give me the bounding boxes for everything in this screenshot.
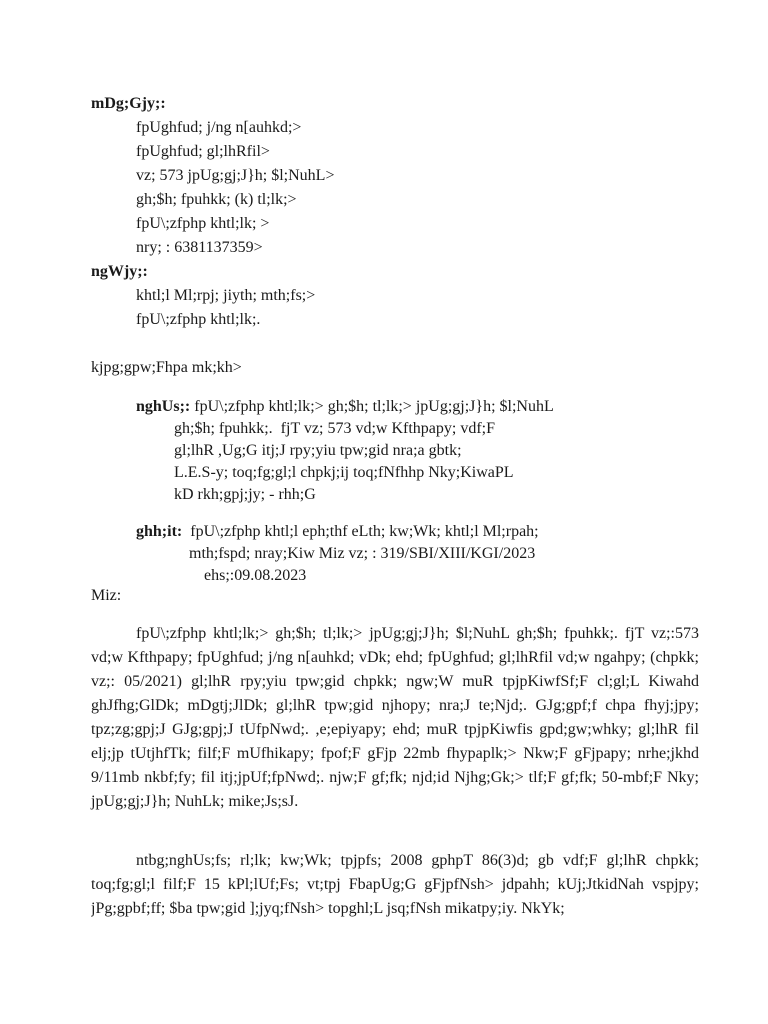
paragraph-2-block: [91, 849, 699, 1024]
from-heading: mDg;Gjy;:: [91, 95, 166, 112]
body-label: Miz:: [91, 587, 122, 604]
from-line: fpUghfud; j/ng n[auhkd;>: [136, 119, 302, 136]
from-line: fpU\;zfphp khtl;lk; >: [136, 215, 270, 232]
subject-label: nghUs;:: [136, 398, 191, 415]
paragraph-1-block: [91, 622, 699, 814]
paragraph-2: ntbg;nghUs;fs; rl;lk; kw;Wk; tpjpfs; 2008 gphpT 86(3)d; gb vdf;F gl;lhR chpkk; toq;fg;gl;l filf;F 15 kPl;lUf;Fs; vt;tpj FbapUg;G gFjpfNsh> jdpahh; kUj;JtkidNah vspjpy; jPg;gpbf;ff; $ba tpw;gid ];jyq;fNsh> topghl;L jsq;fNsh mikatpy;iy. NkYk;: [91, 852, 699, 917]
subject-line-2: gh;$h; fpuhkk;. fjT vz; 573 vd;w Kfthpapy; vdf;F: [174, 420, 496, 437]
subject-text: fpU\;zfphp khtl;lk;> gh;$h; tl;lk;> jpUg;gj;J}h; $l;NuhL: [194, 398, 554, 415]
from-line: nry; : 6381137359>: [136, 239, 263, 256]
reference-line-3: ehs;:09.08.2023: [204, 567, 307, 584]
reference-label: ghh;it:: [136, 523, 183, 540]
to-heading: ngWjy;:: [91, 263, 148, 280]
reference-line-2: mth;fspd; nray;Kiw Miz vz; : 319/SBI/XIII/KGI/2023: [189, 545, 536, 562]
reference-text: fpU\;zfphp khtl;l eph;thf eLth; kw;Wk; khtl;l Ml;rpah;: [190, 523, 539, 540]
from-line: gh;$h; fpuhkk; (k) tl;lk;>: [136, 191, 297, 208]
subject-line-1: [136, 396, 554, 418]
subject-line-4: L.E.S-y; toq;fg;gl;l chpkj;ij toq;fNfhhp Nky;KiwaPL: [174, 464, 514, 481]
from-line: fpUghfud; gl;lhRfil>: [136, 143, 270, 160]
subject-line-5: kD rkh;gpj;jy; - rhh;G: [174, 486, 316, 503]
reference-line-1: [136, 521, 539, 543]
to-line: fpU\;zfphp khtl;lk;.: [136, 311, 261, 328]
to-line: khtl;l Ml;rpj; jiyth; mth;fs;>: [136, 287, 316, 304]
from-line: vz; 573 jpUg;gj;J}h; $l;NuhL>: [136, 167, 335, 184]
subject-line-3: gl;lhR ,Ug;G itj;J rpy;yiu tpw;gid nra;a gbtk;: [174, 442, 462, 459]
salutation: kjpg;gpw;Fhpa mk;kh>: [91, 359, 242, 376]
paragraph-1: fpU\;zfphp khtl;lk;> gh;$h; tl;lk;> jpUg;gj;J}h; $l;NuhL gh;$h; fpuhkk;. fjT vz;:573 vd;w Kfthpapy; fpUghfud; j/ng n[auhkd; vDk; ehd; fpUghfud; gl;lhRfil vd;w ngahpy; (chpkk; vz;: 05/2021) gl;lhR rpy;yiu tpw;gid chpkk; ngw;W muR tpjpKiwfSf;F cl;gl;L Kiwahd ghJfhg;GlDk; mDgtj;JlDk; gl;lhR tpw;gid njhopy; nra;J te;Njd;. GJg;gpf;f chpa fhyj;jpy; tpz;zg;gpj;J GJg;gpj;J tUfpNwd;. ,e;epiyapy; ehd; muR tpjpKiwfis gpd;gw;whky; gl;lhR fil elj;jp tUtjhfTk; filf;F mUfhikapy; fpof;F gFjp 22mb fhypaplk;> Nkw;F gFjpapy; nrhe;jkhd 9/11mb nkbf;fy; fil itj;jpUf;fpNwd;. njw;F gf;fk; njd;id Njhg;Gk;> tlf;F gf;fk; 50-mbf;F Nky; jpUg;gj;J}h; NuhLk; mike;Js;sJ.: [91, 625, 699, 810]
